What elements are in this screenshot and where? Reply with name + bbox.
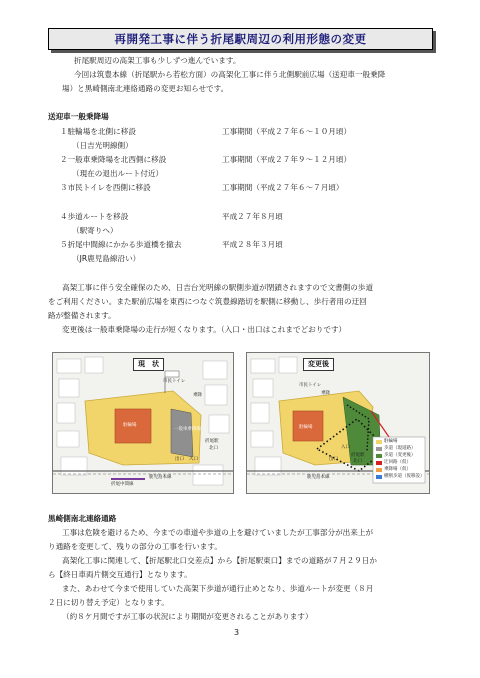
legend-item: 乗降場（仮） <box>384 467 411 472</box>
map-before-label: 現 状 <box>133 358 164 371</box>
map-before-drawing <box>53 353 233 493</box>
page-number: 3 <box>234 628 240 637</box>
intro-line-1: 折尾駅周辺の高架工事も少しずつ進んでいます。 <box>74 56 241 65</box>
legend-item: 駐輪場 <box>384 439 398 444</box>
list-item: （日吉光明線側） <box>72 141 133 150</box>
map-text: 市民トイレ <box>163 379 186 384</box>
map-text: 駐輪場 <box>123 423 137 428</box>
list-item: ５折尾中間線にかかる歩道橋を撤去 <box>60 240 182 249</box>
section2-paragraph-2: り通路を変更して、残りの部分の工事を行います。 <box>48 542 222 551</box>
section2-paragraph-1: 工事は危険を避けるため、今までの車道や歩道の上を避けていましたが工事部分が出来上が <box>62 528 374 537</box>
page-title: 再開発工事に伴う折尾駅周辺の利用形態の変更 <box>114 32 367 46</box>
section2-heading: 黒崎側南北連絡通路 <box>48 514 117 523</box>
legend-item: 歩道（現道路） <box>384 446 416 451</box>
list-item: （現在の退出ルート付近） <box>72 169 164 178</box>
legend-item: 迂回路（仮） <box>384 460 411 465</box>
section1-paragraph-3: 路が整備されます。 <box>48 311 116 320</box>
map-text: 折尾駅 <box>351 453 365 458</box>
map-after-label: 変更後 <box>303 358 334 371</box>
map-text: 鹿児島本線 <box>149 475 172 480</box>
map-text: 北口 <box>353 459 362 464</box>
map-text: 乗降 <box>321 391 330 396</box>
list-item: （JR鹿児島線沿い） <box>72 254 141 263</box>
list-item: （駅寄りへ） <box>72 226 118 235</box>
list-item-period: 工事期間（平成２７年６〜７月頃） <box>222 183 344 192</box>
list-item: ２一般車乗降場を北西側に移設 <box>60 155 167 164</box>
list-item-period: 工事期間（平成２７年９〜１２月頃） <box>222 155 352 164</box>
map-text: 乗降 <box>193 393 202 398</box>
section1-paragraph-4: 変更後は一般車乗降場の走行が短くなります。（入口・出口はこれまでどおりです） <box>62 325 347 334</box>
map-text: 市民トイレ <box>299 383 322 388</box>
map-after <box>246 352 430 494</box>
section2-paragraph-5: また、あわせて今まで使用していた高架下歩道が通行止めとなり、歩道ルートが変更（８月 <box>62 584 374 593</box>
map-text: 折尾駅 <box>205 439 219 444</box>
map-before <box>52 352 234 494</box>
intro-line-2: 今回は筑豊本線（折尾駅から若松方面）の高架化工事に伴う北側駅前広場（送迎車一般乗降 <box>74 70 386 79</box>
list-item-period: 工事期間（平成２７年６〜１０月頃） <box>222 127 352 136</box>
section1-paragraph-2: をご利用ください。また駅前広場を東西につなぐ筑豊線踏切を駅側に移動し、歩行者用の迂回 <box>48 297 367 306</box>
legend-item: 歩道（変更後） <box>384 453 416 458</box>
list-item: ３市民トイレを西側に移設 <box>60 183 151 192</box>
section2-paragraph-3: 高架化工事に関連して、【折尾駅北口交差点】から【折尾駅東口】までの道路が７月２９日か <box>62 556 377 565</box>
map-text: 駐輪場 <box>299 425 313 430</box>
map-text: 入口 <box>189 457 198 462</box>
section1-heading: 送迎車一般乗降場 <box>48 112 109 121</box>
list-item-period: 平成２８年３月頃 <box>222 240 283 249</box>
map-text: 出口 <box>329 457 338 462</box>
map-text: 出口 <box>175 457 184 462</box>
map-after-drawing <box>247 353 429 493</box>
title-banner <box>48 28 433 50</box>
section1-paragraph-1: 高架工事に伴う安全確保のため、日吉台光明線の駅側歩道が閉鎖されますので文書側の歩道 <box>62 283 374 292</box>
list-item: １駐輪場を北側に移設 <box>60 127 136 136</box>
list-item: ４歩道ルートを移設 <box>60 212 129 221</box>
section2-paragraph-4: ら【終日車両片側交互通行】となります。 <box>48 570 192 579</box>
list-item-period: 平成２７年８月頃 <box>222 212 283 221</box>
map-text: 入口 <box>341 445 350 450</box>
section2-paragraph-7: （約８ケ月間ですが工事の状況により期間が変更されることがあります） <box>62 612 313 621</box>
map-text: 一般車乗降場 <box>174 427 201 432</box>
map-text: 折尾中間線 <box>111 482 134 487</box>
legend-item: 横断歩道（仮移設） <box>384 474 425 479</box>
intro-line-3: 場）と黒崎側南北連絡通路の変更お知らせです。 <box>62 84 229 93</box>
section2-paragraph-6: ２日に切り替え予定）となります。 <box>48 598 169 607</box>
map-text: 北口 <box>209 446 218 451</box>
map-text: 鹿児島本線 <box>307 475 330 480</box>
